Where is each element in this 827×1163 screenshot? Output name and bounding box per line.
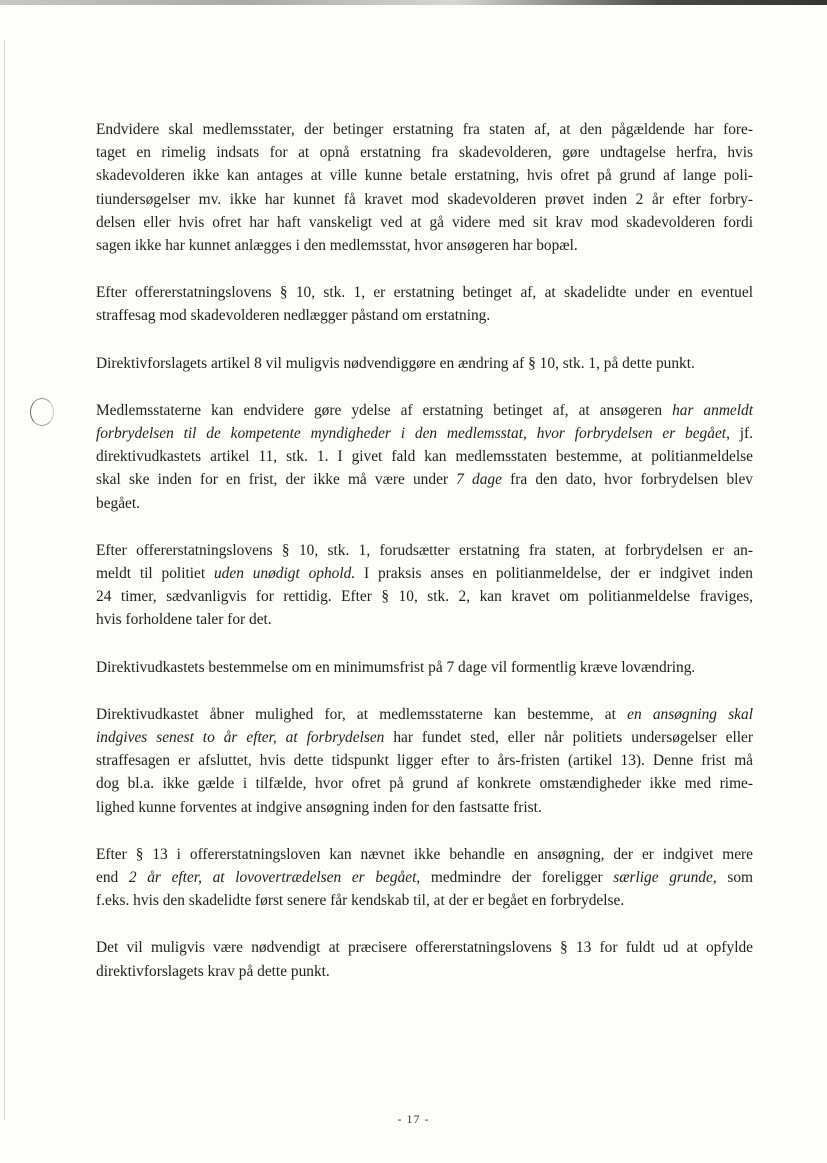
page-number: - 17 - bbox=[397, 1112, 430, 1126]
paragraph-p2 bbox=[96, 281, 753, 327]
text-segment: I praksis anses en politianmeldelse, der er indgivet inden bbox=[355, 565, 754, 583]
text-line bbox=[96, 585, 753, 608]
text-line bbox=[96, 468, 753, 491]
text-segment: f.eks. hvis den skadelidte først senere får kendskab til, at der er begået en forbrydelse. bbox=[96, 892, 625, 910]
text-line bbox=[96, 960, 753, 983]
paragraph-p1 bbox=[96, 118, 753, 257]
text-segment: taget en rimelig indsats for at opnå erstatning fra skadevolderen, gøre undtagelse herfra, hvis bbox=[96, 144, 753, 162]
text-line bbox=[96, 281, 753, 304]
paragraph-p3 bbox=[96, 352, 753, 375]
paragraph-p4 bbox=[96, 399, 753, 515]
document-body bbox=[96, 118, 753, 1007]
text-line bbox=[96, 608, 753, 631]
text-line bbox=[96, 118, 753, 141]
text-line bbox=[96, 422, 753, 445]
text-segment: skadevolderen ikke kan antages at ville kunne betale erstatning, hvis ofret på grund af lange poli- bbox=[96, 167, 753, 185]
text-segment: Direktivudkastet åbner mulighed for, at medlemsstaterne kan bestemme, at bbox=[96, 705, 628, 723]
text-segment: Efter offererstatningslovens § 10, stk. 1, forudsætter erstatning fra staten, at forbrydelsen er an- bbox=[96, 541, 753, 559]
paragraph-p9 bbox=[96, 936, 753, 982]
paragraph-p5 bbox=[96, 539, 753, 632]
text-segment: delsen eller hvis ofret har haft vanskeligt ved at gå videre med sit krav mod skadevolderen fordi bbox=[96, 213, 753, 231]
text-line bbox=[96, 539, 753, 562]
italic-text-segment: en ansøgning skal bbox=[627, 705, 753, 723]
text-segment: Medlemsstaterne kan endvidere gøre ydelse af erstatning betinget af, at ansøgeren bbox=[96, 401, 673, 419]
text-segment: hvis forholdene taler for det. bbox=[96, 611, 272, 629]
scan-top-edge bbox=[0, 0, 827, 5]
text-line bbox=[96, 188, 753, 211]
paragraph-p6 bbox=[96, 656, 753, 679]
text-segment: fra den dato, hvor forbrydelsen blev bbox=[501, 471, 753, 489]
text-line bbox=[96, 749, 753, 772]
text-segment: , medmindre der foreligger bbox=[416, 869, 614, 887]
text-segment: dog bl.a. ikke gælde i tilfælde, hvor ofret på grund af konkrete omstændigheder ikke med rime- bbox=[96, 775, 753, 793]
text-segment: Direktivforslagets artikel 8 vil muligvis nødvendiggøre en ændring af § 10, stk. 1, på dette punkt. bbox=[96, 354, 695, 372]
text-line bbox=[96, 141, 753, 164]
text-segment: direktivforslagets krav på dette punkt. bbox=[96, 962, 330, 980]
text-line bbox=[96, 211, 753, 234]
text-line bbox=[96, 352, 753, 375]
text-line bbox=[96, 936, 753, 959]
text-line bbox=[96, 234, 753, 257]
punch-hole-mark bbox=[30, 398, 54, 426]
text-segment: har fundet sted, eller når politiets undersøgelser eller bbox=[384, 729, 753, 747]
text-segment: straffesag mod skadevolderen nedlægger påstand om erstatning. bbox=[96, 307, 491, 325]
text-line bbox=[96, 772, 753, 795]
text-line bbox=[96, 703, 753, 726]
text-segment: Efter § 13 i offererstatningsloven kan nævnet ikke behandle en ansøgning, der er indgivet mere bbox=[96, 845, 753, 863]
text-line bbox=[96, 492, 753, 515]
text-segment: tiundersøgelser mv. ikke har kunnet få kravet mod skadevolderen prøvet inden 2 år efter forbry- bbox=[96, 190, 753, 208]
italic-text-segment: indgives senest to år efter, at forbrydelsen bbox=[96, 729, 385, 747]
text-segment: Det vil muligvis være nødvendigt at præcisere offererstatningslovens § 13 for fuldt ud at opfylde bbox=[96, 939, 753, 957]
text-line bbox=[96, 796, 753, 819]
italic-text-segment: uden unødigt ophold. bbox=[213, 565, 356, 583]
text-segment: , som bbox=[712, 869, 754, 887]
text-segment: , jf. bbox=[726, 425, 753, 443]
text-segment: straffesagen er afsluttet, hvis dette tidspunkt ligger efter to års-fristen (artikel 13). Denne frist må bbox=[96, 752, 753, 770]
italic-text-segment: særlige grunde bbox=[613, 869, 713, 887]
text-line bbox=[96, 889, 753, 912]
text-line bbox=[96, 164, 753, 187]
text-segment: meldt til politiet bbox=[96, 565, 214, 583]
text-segment: sagen ikke har kunnet anlægges i den medlemsstat, hvor ansøgeren har bopæl. bbox=[96, 237, 578, 255]
text-line bbox=[96, 304, 753, 327]
text-line bbox=[96, 843, 753, 866]
text-segment: direktivudkastets artikel 11, stk. 1. I givet fald kan medlemsstaten bestemme, at politianmeldelse bbox=[96, 448, 753, 466]
italic-text-segment: forbrydelsen til de kompetente myndigheder i den medlemsstat, hvor forbrydelsen er begået bbox=[96, 425, 727, 443]
italic-text-segment: 2 år efter, at lovovertrædelsen er begået bbox=[128, 869, 417, 887]
scan-left-edge bbox=[4, 40, 5, 1120]
text-line bbox=[96, 399, 753, 422]
text-segment: 24 timer, sædvanligvis for rettidig. Efter § 10, stk. 2, kan kravet om politianmeldelse fraviges, bbox=[96, 588, 753, 606]
text-segment: skal ske inden for en frist, der ikke må være under bbox=[96, 471, 457, 489]
text-segment: begået. bbox=[96, 494, 141, 512]
text-line bbox=[96, 656, 753, 679]
text-line bbox=[96, 726, 753, 749]
text-segment: Direktivudkastets bestemmelse om en minimumsfrist på 7 dage vil formentlig kræve lovændring. bbox=[96, 658, 696, 676]
text-line bbox=[96, 866, 753, 889]
italic-text-segment: har anmeldt bbox=[672, 401, 754, 419]
text-segment: Efter offererstatningslovens § 10, stk. 1, er erstatning betinget af, at skadelidte under en eventuel bbox=[96, 284, 753, 302]
text-line bbox=[96, 562, 753, 585]
italic-text-segment: 7 dage bbox=[456, 471, 502, 489]
paragraph-p8 bbox=[96, 843, 753, 913]
text-segment: lighed kunne forventes at indgive ansøgning inden for den fastsatte frist. bbox=[96, 798, 542, 816]
text-segment: end bbox=[96, 869, 129, 887]
text-line bbox=[96, 445, 753, 468]
text-segment: Endvidere skal medlemsstater, der betinger erstatning fra staten af, at den pågældende har fore- bbox=[96, 121, 753, 138]
paragraph-p7 bbox=[96, 703, 753, 819]
